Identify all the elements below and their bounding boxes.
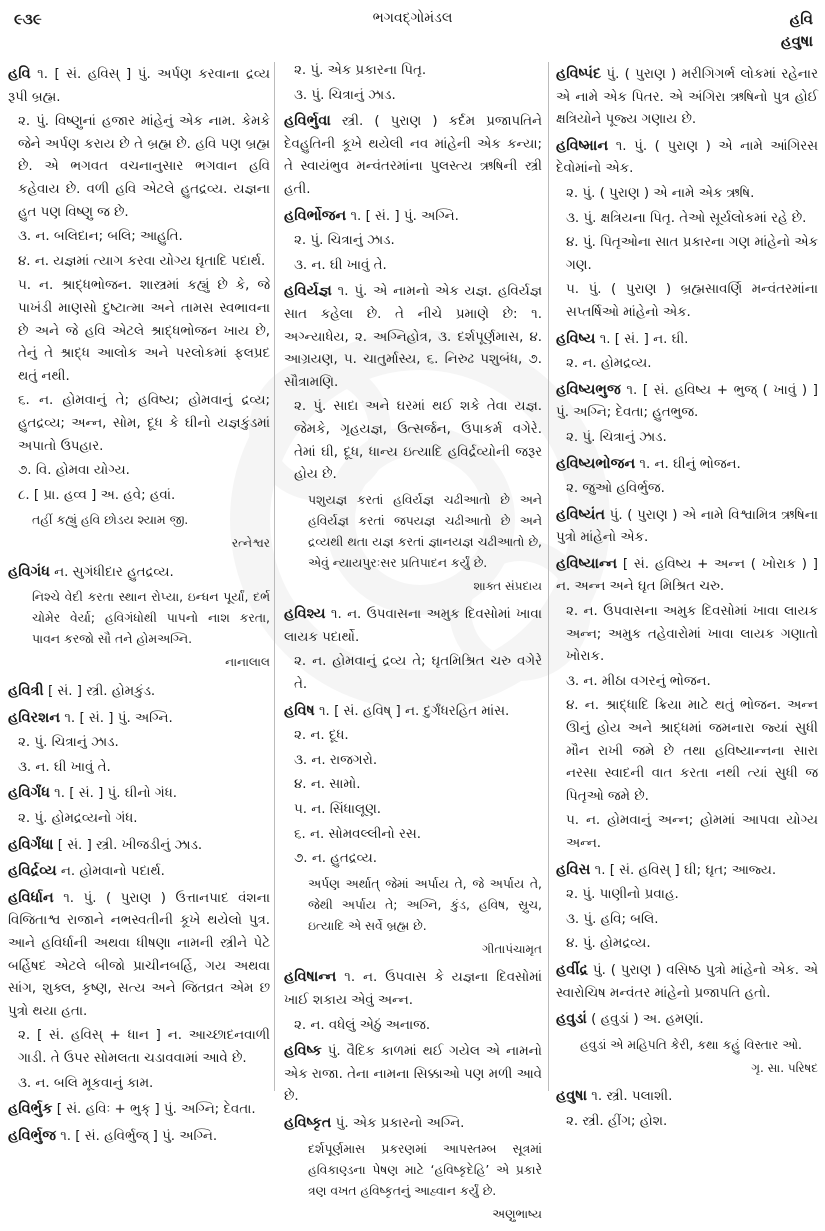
entry-text: ૩. ન. ઘી ખાવું તે. bbox=[294, 257, 387, 273]
entry-text: ૬. ન. હોમવાનું તે; હવિષ્ય; હોમવાનું દ્રવ્ય; હુતદ્રવ્ય; અન્ન, સોમ, દૂધ કે ઘીનો યજ્ઞકુંડમાં અપાતો ઉપહાર. bbox=[18, 393, 270, 454]
entry-text: ૪. ન. યજ્ઞમાં ત્યાગ કરવા યોગ્ય ઘૃતાદિ પદાર્થ. bbox=[18, 253, 266, 269]
entry-text: શાક્ત સંપ્રદાય bbox=[473, 578, 542, 593]
headword: હવિર્ગંધા bbox=[8, 836, 54, 853]
entry-text: પું. ( પુરાણ ) વસિષ્ઠ પુત્રો માંહેનો એક. એ સ્વારોચિષ મન્વંતર માંહેનો પ્રજાપતિ હતો. bbox=[556, 962, 818, 1001]
sense-definition bbox=[556, 183, 818, 206]
entry-text: ૧. પું. એ નામનો એક યજ્ઞ. હવિર્યજ્ઞ સાત કહેલા છે. તે નીચે પ્રમાણે છે: ૧. અગ્ન્યાધેય, ૨. અગ્નિહોત્ર, ૩. દર્શપૂર્ણમાસ, ૪. આગ્રયણ, ૫. ચાતુર્માસ્ય, ૬. નિરુઢ પશુબંધ, ૭. સૌત્રામણિ. bbox=[284, 284, 542, 390]
sense-definition bbox=[284, 651, 542, 696]
headword: હવિષ્માન bbox=[556, 137, 609, 154]
headword: હવીંદ્ર bbox=[556, 961, 589, 978]
entry-text: ન. હોમવાનો પદાર્થ. bbox=[56, 864, 165, 880]
entry-text: ૩. ન. મીઠા વગરનું ભોજન. bbox=[566, 673, 711, 689]
entry-text: ૭. ન. હુતદ્રવ્ય. bbox=[294, 851, 377, 867]
sense-definition bbox=[8, 757, 270, 780]
citation-quote bbox=[284, 873, 542, 936]
entry-text: ૨. પું. ચિત્રાનું ઝાડ. bbox=[294, 233, 395, 249]
entry-text: ૪. ન. સામો. bbox=[294, 777, 361, 793]
citation-quote bbox=[284, 489, 542, 573]
entry-text: દર્શપૂર્ણમાસ પ્રકરણમાં આપસ્તમ્બ સૂત્રમાં હવિકાણ્ડના પેષણ માટે ‘હવિષ્કૃદેહિ’ એ પ્રકારે ત્રણ વખત હવિષ્કૃતનું આહ્વાન કર્યું છે. bbox=[308, 1140, 542, 1198]
dictionary-entry bbox=[284, 205, 542, 229]
sense-definition bbox=[556, 353, 818, 376]
headword: હવિર્યજ્ઞ bbox=[284, 283, 332, 300]
entry-text: ગીતાપંચામૃત bbox=[482, 941, 542, 956]
entry-text: ૫. ન. હોમવાનું અન્ન; હોમમાં આપવા યોગ્ય અન્ન. bbox=[566, 813, 818, 851]
entry-text: ૨. ન. વધેલું એઠું અનાજ. bbox=[294, 1017, 431, 1033]
entry-text: ૩. પું. ચિત્રાનું ઝાડ. bbox=[294, 87, 396, 103]
sense-definition bbox=[8, 808, 270, 831]
sense-definition bbox=[8, 732, 270, 755]
entry-text: ૨. જુઓ હવિર્ભુજ. bbox=[566, 481, 665, 497]
dictionary-entry bbox=[8, 680, 270, 704]
dictionary-entry bbox=[556, 1008, 818, 1032]
citation-quote bbox=[556, 1034, 818, 1055]
entry-text: પશુયજ્ઞ કરતાં હવિર્યજ્ઞ ચઢીઆતો છે અને હવિર્યજ્ઞ કરતાં જપયજ્ઞ ચઢીઆતો છે અને દ્રવ્યથી થતા યજ્ઞ કરતાં જ્ઞાનયજ્ઞ ચઢીઆતો છે, એવું ન્યાયપુરઃસર પ્રતિપાદન કર્યું છે. bbox=[308, 491, 542, 570]
entry-text: નિશ્ચે વેદી કરતા સ્થાન રોપ્યા, ઇન્ધન પૂર્યાં, દર્ભ ચોમેર વેર્યા; હવિગંધોથી પાપનો નાશ કરતા, પાવન કરજો સૌ તને હોમઅગ્નિ. bbox=[32, 589, 270, 647]
entry-text: [ સં. ] સ્ત્રી. હોમકુંડ. bbox=[43, 684, 156, 700]
sense-definition bbox=[284, 1015, 542, 1038]
entry-text: ( હવુડાં ) અ. હમણાં. bbox=[586, 1012, 704, 1028]
headword: હવિર્ગંધ bbox=[8, 785, 50, 802]
sense-definition bbox=[284, 396, 542, 486]
headword: હવિર્ભોજન bbox=[284, 207, 347, 224]
dictionary-entry bbox=[556, 135, 818, 181]
sense-definition bbox=[556, 671, 818, 694]
dictionary-entry bbox=[284, 700, 542, 724]
headword: હવિષ bbox=[284, 702, 315, 719]
dictionary-entry bbox=[284, 966, 542, 1012]
dictionary-entry bbox=[284, 280, 542, 394]
sense-definition bbox=[284, 60, 542, 83]
dictionary-entry bbox=[8, 860, 270, 884]
headword: હવિર્ભુવા bbox=[284, 113, 331, 130]
entry-text: તહીં કહ્યું હવિ છોડય શ્યામ જી. bbox=[32, 512, 189, 528]
entry-text: ૨. પું. સાદા અને ઘરમાં થઈ શકે તેવા યજ્ઞ. જેમકે, ગૃહયજ્ઞ, ઉત્સર્જન, ઉપાકર્મ વગેરે. તેમાં ઘી, દૂધ, ધાન્ય ઇત્યાદિ હવિર્દ્રવ્યોની જરૂર હોય છે. bbox=[294, 399, 542, 483]
dictionary-entry bbox=[284, 603, 542, 649]
entry-text: ૩. પું. ક્ષત્રિયના પિતૃ. તેઓ સૂર્યલોકમાં રહે છે. bbox=[566, 210, 807, 226]
sense-definition bbox=[556, 208, 818, 231]
entry-text: ૧. [ સં. હવિસ્ ] પું. અર્પણ કરવાના દ્રવ્ય રૂપી બ્રહ્મ. bbox=[8, 67, 270, 105]
headword: હવિર્ભુજ bbox=[8, 1127, 56, 1144]
entry-text: ન. સુગંધીદાર હુતદ્રવ્ય. bbox=[49, 564, 174, 580]
entry-text: ૨. પું. એક પ્રકારના પિતૃ. bbox=[294, 63, 427, 78]
headword: હવિષ્પંદ bbox=[556, 66, 602, 82]
entry-text: ૨. પું. હોમદ્રવ્યનો ગંધ. bbox=[18, 811, 138, 827]
column-3 bbox=[556, 60, 818, 1136]
entry-text: સ્ત્રી. ( પુરાણ ) કર્દમ પ્રજાપતિને દેવહુતિની કૂખે થયેલી નવ માંહેની એક કન્યા; તે સ્વાયંભુવ મન્વંતરમાંના પુલસ્ત્ય ઋષિની સ્ત્રી હતી. bbox=[284, 114, 542, 197]
dictionary-entry bbox=[8, 561, 270, 585]
entry-text: ૨. ન. હોમદ્રવ્ય. bbox=[566, 356, 652, 372]
headword: હવિર્ધાન bbox=[8, 889, 54, 906]
citation-quote bbox=[284, 1138, 542, 1201]
dictionary-entry bbox=[556, 959, 818, 1005]
sense-definition bbox=[284, 255, 542, 278]
headword: હવુષા bbox=[556, 1088, 588, 1105]
entry-text: હવુડાં એ મહિપતિ કેરી, કથા કહું વિસ્તાર ઓ. bbox=[580, 1036, 802, 1052]
entry-text: ગૃ. સા. પરિષદ bbox=[751, 1060, 818, 1075]
dictionary-entry bbox=[556, 553, 818, 599]
page-number: ૯૩૯ bbox=[14, 10, 42, 28]
sense-definition bbox=[8, 275, 270, 388]
column-divider bbox=[274, 62, 275, 1091]
headword: હવિષાન્ન bbox=[284, 969, 337, 986]
dictionary-entry bbox=[8, 63, 270, 109]
entry-text: ૩. ન. ઘી ખાવું તે. bbox=[18, 759, 111, 775]
entry-text: ૨. પું. પાણીનો પ્રવાહ. bbox=[566, 887, 679, 903]
citation-source bbox=[8, 532, 270, 555]
entry-text: ૬. ન. સોમવલ્લીનો રસ. bbox=[294, 826, 422, 842]
sense-definition bbox=[556, 909, 818, 932]
sense-definition bbox=[284, 799, 542, 822]
sense-definition bbox=[8, 460, 270, 483]
entry-text: ૧. પું. ( પુરાણ ) એ નામે આંગિરસ દેવોમાંનો એક. bbox=[556, 138, 818, 177]
dictionary-entry bbox=[556, 328, 818, 352]
entry-text: ૧. પું. ( પુરાણ ) ઉત્તાનપાદ વંશના વિજિતાશ્વ રાજાને નભસ્વતીની કૂખે થયેલો પુત્ર. આને હવિર્ધાની અથવા ધીષણા નામની સ્ત્રીને પેટે બર્હિષદ એટલે બીજો પ્રાચીનબર્હિ, ગય અથવા સાંગ, શુક્લ, કૃષ્ણ, સત્ય અને જિતવ્રત એમ છ પુત્રો થયા હતા. bbox=[8, 890, 270, 1019]
headword: હવિગંધ bbox=[8, 563, 50, 580]
entry-text: ૧. [ સં. ] પું. અગ્નિ. bbox=[346, 208, 459, 224]
sense-definition bbox=[8, 111, 270, 224]
citation-source bbox=[284, 938, 542, 961]
entry-text: ૪. ન. શ્રાદ્ધાદિ ક્રિયા માટે થતું ભોજન. અન્ન ઊનું હોય અને શ્રાદ્ધમાં જમનારા જ્યાં સુધી મૌન રાખી જમે છે તથા હવિષ્યાન્નના સારા નરસા સ્વાદની વાત કરતા નથી ત્યાં સુધી જ પિતૃઓ જમે છે. bbox=[566, 698, 818, 804]
sense-definition bbox=[284, 824, 542, 847]
entry-text: ૭. વિ. હોમવા યોગ્ય. bbox=[18, 463, 130, 479]
dictionary-entry bbox=[556, 504, 818, 550]
entry-text: ૨. ન. ઉપવાસના અમુક દિવસોમાં ખાવા લાયક અન્ન; અમુક તહેવારોમાં ખાવા લાયક ગણાતો ખોરાક. bbox=[566, 604, 818, 665]
headword: હવિષ્કૃત bbox=[284, 1114, 332, 1131]
entry-text: અણુભાષ્ય bbox=[492, 1206, 542, 1221]
sense-definition bbox=[8, 485, 270, 508]
citation-quote bbox=[8, 509, 270, 530]
sense-definition bbox=[284, 774, 542, 797]
sense-definition bbox=[556, 810, 818, 855]
entry-text: ૧. [ સં. હવિષ્ય + ભુજ્ ( ખાવું ) ] પું. અગ્નિ; દેવતા; હુતભુજ. bbox=[556, 382, 818, 421]
guide-word-first: હવિ bbox=[789, 10, 813, 28]
entry-text: ૧. [ સં. હવિષ્ ] ન. દુર્ગંધરહિત માંસ. bbox=[314, 703, 510, 719]
entry-text: ૨. [ સં. હવિસ્ + ધાન ] ન. આચ્છાદનવાળી ગાડી. તે ઉપર સોમલતા ચડાવવામાં આવે છે. bbox=[18, 1028, 270, 1066]
sense-definition bbox=[8, 1073, 270, 1096]
dictionary-entry bbox=[8, 782, 270, 806]
sense-definition bbox=[8, 226, 270, 249]
entry-text: [ સં. હવિષ્ય + અન્ન ( ખોરાક ) ] ન. અન્ન અને ઘૃત મિશ્રિત ચરુ. bbox=[556, 556, 818, 595]
sense-definition bbox=[556, 884, 818, 907]
entry-text: ૧. સ્ત્રી. પલાશી. bbox=[587, 1089, 673, 1105]
entry-text: ૫. ન. સિંધાલૂણ. bbox=[294, 802, 382, 818]
dictionary-entry bbox=[8, 834, 270, 858]
citation-source bbox=[8, 651, 270, 674]
dictionary-entry bbox=[556, 1085, 818, 1109]
dictionary-entry bbox=[8, 707, 270, 731]
entry-text: ૧. ન. ઉપવાસ કે યજ્ઞના દિવસોમાં ખાઈ શકાય એવું અન્ન. bbox=[284, 970, 542, 1008]
dictionary-entry bbox=[556, 453, 818, 477]
entry-text: અર્પણ અર્થાત્ જેમાં અર્પાય તે, જે અર્પાય તે, જેથી અર્પાય તે; અગ્નિ, કુંડ, હવિષ, સ્રુચ, ઇત્યાદિ એ સર્વે બ્રહ્મ છે. bbox=[308, 875, 542, 933]
headword: હવિષ્યાન્ન bbox=[556, 555, 618, 572]
headword: હવુડાં bbox=[556, 1011, 587, 1028]
dictionary-entry bbox=[284, 110, 542, 201]
entry-text: ૩. ન. રાજગરો. bbox=[294, 752, 378, 768]
sense-definition bbox=[8, 390, 270, 458]
sense-definition bbox=[284, 85, 542, 108]
sense-definition bbox=[284, 848, 542, 871]
citation-source bbox=[284, 575, 542, 598]
headword: હવિરશન bbox=[8, 709, 61, 726]
running-title: ભગવદ્ગોમંડલ bbox=[372, 10, 453, 26]
sense-definition bbox=[284, 725, 542, 748]
sense-definition bbox=[284, 230, 542, 253]
headword: હવિર્દ્રવ્ય bbox=[8, 863, 57, 880]
entry-text: ૨. સ્ત્રી. હીંગ; હોશ. bbox=[566, 1113, 668, 1129]
entry-text: પું. ( પુરાણ ) એ નામે વિશ્વામિત્ર ઋષિના પુત્રો માંહેનો એક. bbox=[556, 507, 818, 546]
entry-text: ૧. [ સં. ] ન. ઘી. bbox=[595, 331, 689, 347]
entry-text: ૧. ન. ઘીનું ભોજન. bbox=[635, 456, 741, 472]
entry-text: ૫. ન. શ્રાદ્ધભોજન. શાસ્ત્રમાં કહ્યું છે કે, જે પાખંડી માણસો દુષ્ટાત્મા અને તામસ સ્વભાવના છે અને જે હવિ એટલે શ્રાદ્ધભોજન ખાય છે, તેનું તે શ્રાદ્ધ આલોક અને પરલોકમાં ફલપ્રદ થતું નથી. bbox=[18, 278, 270, 384]
entry-text: ૨. પું. ચિત્રાનું ઝાડ. bbox=[566, 429, 667, 445]
entry-text: ૧. [ સં. હવિર્ભુજ્ ] પું. અગ્નિ. bbox=[55, 1128, 218, 1144]
entry-text: ૨. ન. હોમવાનું દ્રવ્ય તે; ઘૃતમિશ્રિત ચરુ વગેરે તે. bbox=[294, 654, 542, 693]
entry-text: નાનાલાલ bbox=[225, 655, 270, 670]
dictionary-entry bbox=[8, 887, 270, 1024]
sense-definition bbox=[556, 1111, 818, 1134]
sense-definition bbox=[556, 478, 818, 501]
entry-text: ૧. [ સં. ] પું. અગ્નિ. bbox=[60, 710, 173, 726]
entry-text: ૨. પું. ( પુરાણ ) એ નામે એક ઋષિ. bbox=[566, 185, 755, 201]
entry-text: ૧. [ સં. હવિસ્ ] ઘી; ઘૃત; આજ્ય. bbox=[590, 862, 777, 878]
entry-text: [ સં. હવિઃ + ભુક્ ] પું. અગ્નિ; દેવતા. bbox=[52, 1102, 256, 1118]
column-1 bbox=[8, 60, 270, 1150]
entry-text: ૨. પું. ચિત્રાનું ઝાડ. bbox=[18, 735, 119, 751]
sense-definition bbox=[556, 427, 818, 450]
entry-text: ૨. પું. વિષ્ણુનાં હજાર માંહેનું એક નામ. કેમકે જેને અર્પણ કરાય છે તે બ્રહ્મ છે. હવિ પણ બ્રહ્મ છે. એ ભગવત વચનાનુસાર ભગવાન હવિ કહેવાય છે. વળી હવિ એટલે હુતદ્રવ્ય. યજ્ઞના હુત પણ વિષ્ણુ જ છે. bbox=[18, 114, 270, 220]
sense-definition bbox=[556, 601, 818, 669]
guide-word-last: હવુષા bbox=[780, 32, 813, 50]
headword: હવિશ્ય bbox=[284, 606, 326, 623]
column-divider bbox=[548, 62, 549, 1091]
entry-text: ૮. [ પ્રા. હવ્વ ] અ. હવે; હવાં. bbox=[18, 487, 176, 503]
citation-quote bbox=[8, 586, 270, 649]
headword: હવિ bbox=[8, 66, 31, 82]
dictionary-entry bbox=[8, 1125, 270, 1149]
sense-definition bbox=[556, 933, 818, 956]
entry-text: ૩. ન. બલિ મૂકવાનું કામ. bbox=[18, 1075, 154, 1091]
citation-source bbox=[284, 1203, 542, 1226]
sense-definition bbox=[8, 1025, 270, 1070]
entry-text: ૧. ન. ઉપવાસના અમુક દિવસોમાં ખાવા લાયક પદાર્થો. bbox=[284, 607, 542, 645]
headword: હવિર્ભુક bbox=[8, 1101, 53, 1118]
entry-text: પું. વૈદિક કાળમાં થઈ ગયેલ એ નામનો એક રાજા. તેના નામના સિક્કાઓ પણ મળી આવે છે. bbox=[284, 1044, 542, 1105]
entry-text: પું. એક પ્રકારનો અગ્નિ. bbox=[331, 1115, 465, 1131]
entry-text: ૩. ન. બલિદાન; બલિ; આહુતિ. bbox=[18, 229, 183, 245]
dictionary-entry bbox=[556, 379, 818, 425]
sense-definition bbox=[556, 279, 818, 324]
headword: હવિષ્ય bbox=[556, 330, 596, 347]
headword: હવિષ્યભુજ bbox=[556, 381, 621, 398]
sense-definition bbox=[284, 750, 542, 773]
entry-text: ૫. પું. ( પુરાણ ) બ્રહ્મસાવર્ણિ મન્વંતરમાંના સપ્તર્ષિઓ માંહેનો એક. bbox=[566, 282, 818, 320]
citation-source bbox=[556, 1057, 818, 1080]
entry-text: ૩. પું. હવિ; બલિ. bbox=[566, 911, 659, 927]
entry-text: પું. ( પુરાણ ) મરીગિગર્ભ લોકમાં રહેનાર એ નામે એક પિતર. એ અંગિરા ઋષિનો પુત્ર હોઈ ક્ષત્રિયોને પૂજ્ય ગણાય છે. bbox=[556, 67, 818, 128]
sense-definition bbox=[556, 695, 818, 808]
dictionary-entry bbox=[556, 859, 818, 883]
headword: હવિત્રી bbox=[8, 683, 44, 700]
sense-definition bbox=[8, 251, 270, 274]
entry-text: ૪. પું. પિતૃઓના સાત પ્રકારના ગણ માંહેનો એક ગણ. bbox=[566, 235, 818, 273]
sense-definition bbox=[556, 232, 818, 277]
column-2 bbox=[284, 60, 542, 1231]
entry-text: ૧. [ સં. ] પું. ઘીનો ગંધ. bbox=[49, 786, 177, 802]
headword: હવિષ્યંત bbox=[556, 506, 606, 523]
entry-text: ૨. ન. દૂધ. bbox=[294, 728, 349, 744]
headword: હવિસ bbox=[556, 861, 591, 878]
entry-text: ૪. પું. હોમદ્રવ્ય. bbox=[566, 936, 651, 952]
dictionary-entry bbox=[556, 63, 818, 132]
dictionary-entry bbox=[8, 1098, 270, 1122]
dictionary-entry bbox=[284, 1112, 542, 1136]
headword: હવિષ્ક bbox=[284, 1043, 322, 1060]
page-header bbox=[0, 8, 825, 52]
entry-text: રત્નેશ્વર bbox=[231, 536, 270, 551]
entry-text: [ સં. ] સ્ત્રી. ખીજડીનું ઝાડ. bbox=[53, 837, 203, 853]
headword: હવિષ્યભોજન bbox=[556, 455, 636, 472]
